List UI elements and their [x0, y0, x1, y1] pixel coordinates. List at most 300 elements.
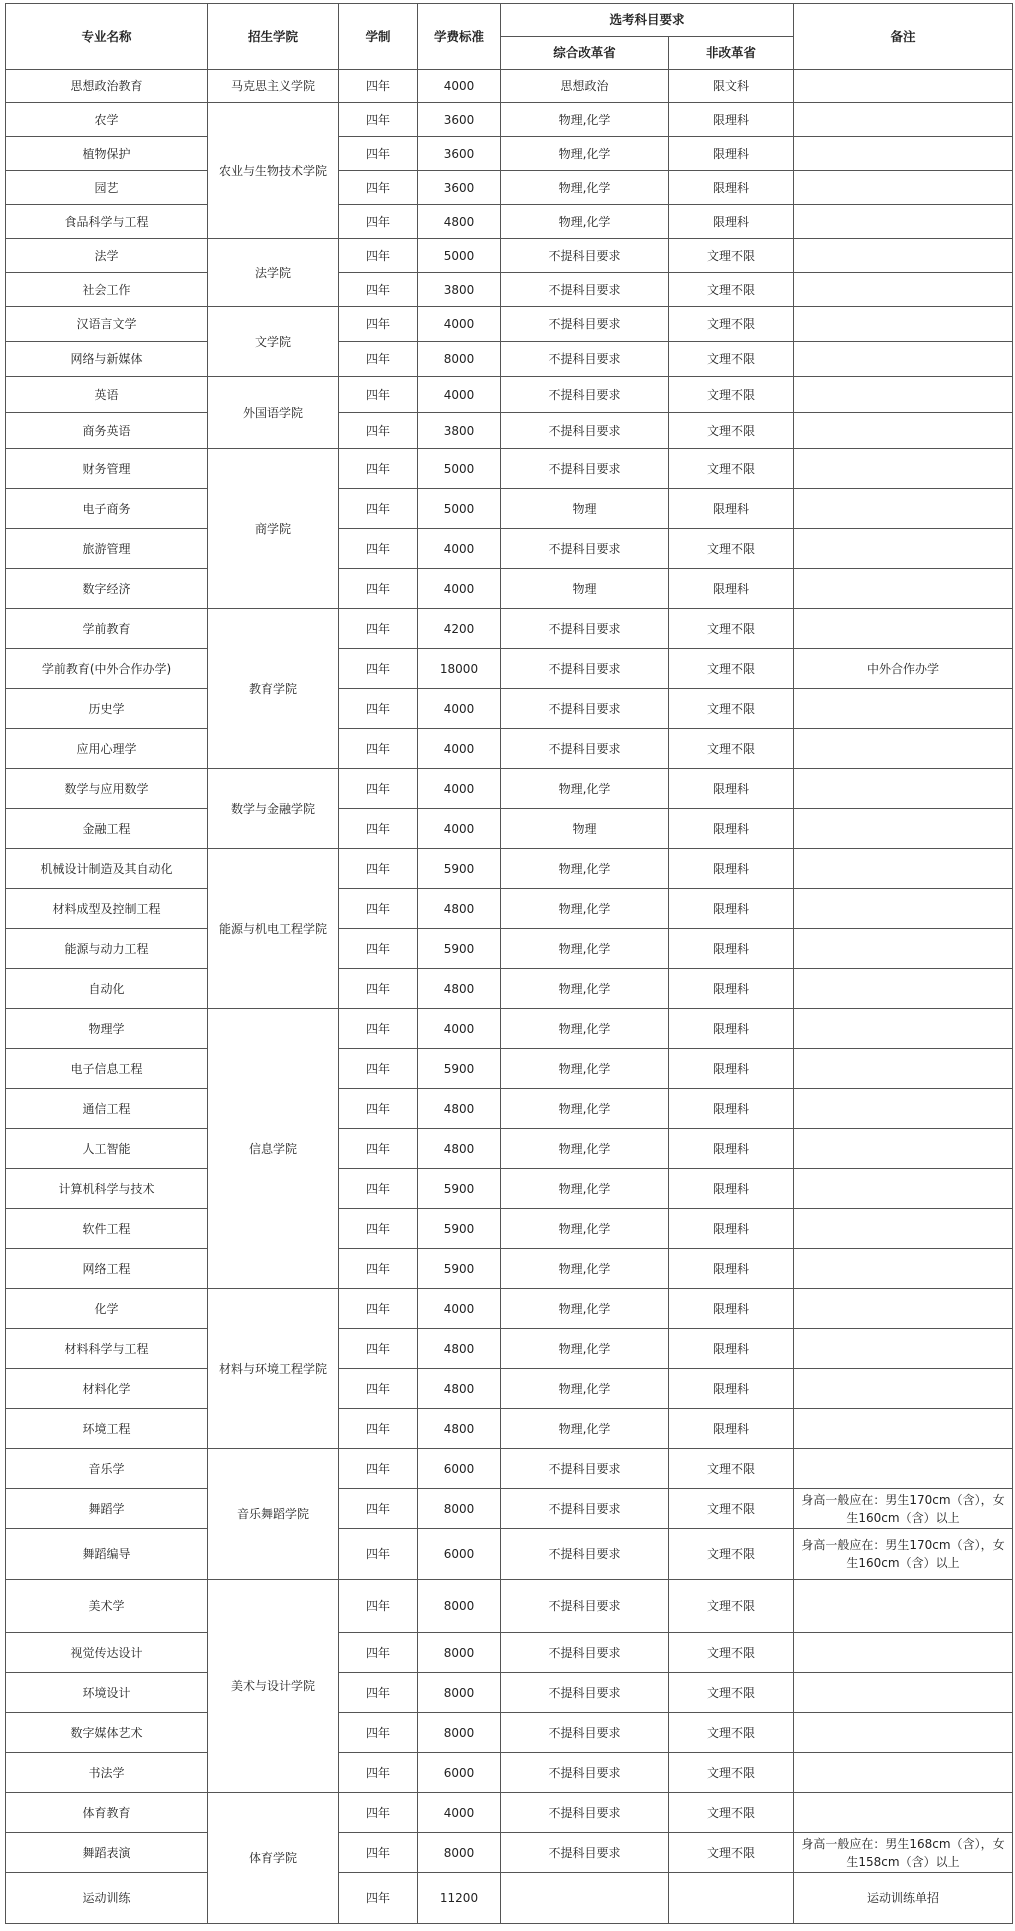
header-fee: 学费标准	[418, 4, 501, 70]
non-reform-requirement-cell: 限理科	[669, 1209, 794, 1249]
non-reform-requirement-cell: 限理科	[669, 809, 794, 849]
header-reform-province: 综合改革省	[501, 37, 669, 70]
table-row	[6, 1833, 1013, 1873]
note-cell	[794, 307, 1013, 342]
fee-cell: 4800	[418, 1129, 501, 1169]
major-cell: 数字媒体艺术	[6, 1713, 208, 1753]
fee-cell: 3600	[418, 103, 501, 137]
reform-requirement-cell: 物理,化学	[501, 1169, 669, 1209]
reform-requirement-cell: 物理	[501, 809, 669, 849]
reform-requirement-cell: 物理,化学	[501, 889, 669, 929]
reform-requirement-cell: 不提科目要求	[501, 1793, 669, 1833]
major-cell: 自动化	[6, 969, 208, 1009]
reform-requirement-cell: 物理,化学	[501, 1409, 669, 1449]
table-row	[6, 1329, 1013, 1369]
duration-cell: 四年	[339, 769, 418, 809]
fee-cell: 8000	[418, 1713, 501, 1753]
major-cell: 植物保护	[6, 137, 208, 171]
major-cell: 书法学	[6, 1753, 208, 1793]
note-cell	[794, 239, 1013, 273]
reform-requirement-cell: 不提科目要求	[501, 1489, 669, 1529]
duration-cell: 四年	[339, 1529, 418, 1580]
non-reform-requirement-cell: 限理科	[669, 1089, 794, 1129]
non-reform-requirement-cell: 文理不限	[669, 377, 794, 413]
table-row	[6, 70, 1013, 103]
reform-requirement-cell: 物理,化学	[501, 849, 669, 889]
note-cell	[794, 1089, 1013, 1129]
non-reform-requirement-cell: 文理不限	[669, 1793, 794, 1833]
major-cell: 材料科学与工程	[6, 1329, 208, 1369]
reform-requirement-cell: 不提科目要求	[501, 729, 669, 769]
reform-requirement-cell: 物理,化学	[501, 1129, 669, 1169]
college-cell: 教育学院	[208, 609, 339, 769]
non-reform-requirement-cell	[669, 1873, 794, 1924]
fee-cell: 4000	[418, 809, 501, 849]
reform-requirement-cell: 不提科目要求	[501, 273, 669, 307]
college-cell: 农业与生物技术学院	[208, 103, 339, 239]
admissions-table	[5, 3, 1013, 1924]
note-cell	[794, 1793, 1013, 1833]
note-cell	[794, 1580, 1013, 1633]
reform-requirement-cell: 不提科目要求	[501, 649, 669, 689]
note-cell	[794, 609, 1013, 649]
table-row	[6, 1289, 1013, 1329]
note-cell	[794, 273, 1013, 307]
reform-requirement-cell: 物理,化学	[501, 1329, 669, 1369]
table-row	[6, 1673, 1013, 1713]
fee-cell: 4000	[418, 689, 501, 729]
note-cell	[794, 205, 1013, 239]
major-cell: 汉语言文学	[6, 307, 208, 342]
duration-cell: 四年	[339, 889, 418, 929]
non-reform-requirement-cell: 限理科	[669, 489, 794, 529]
non-reform-requirement-cell: 文理不限	[669, 1529, 794, 1580]
table-row	[6, 239, 1013, 273]
reform-requirement-cell: 思想政治	[501, 70, 669, 103]
non-reform-requirement-cell: 限理科	[669, 889, 794, 929]
table-row	[6, 273, 1013, 307]
fee-cell: 5900	[418, 929, 501, 969]
table-row	[6, 729, 1013, 769]
fee-cell: 4000	[418, 529, 501, 569]
note-cell	[794, 1129, 1013, 1169]
note-cell	[794, 929, 1013, 969]
non-reform-requirement-cell: 限理科	[669, 1169, 794, 1209]
reform-requirement-cell: 物理,化学	[501, 205, 669, 239]
major-cell: 历史学	[6, 689, 208, 729]
non-reform-requirement-cell: 限理科	[669, 1409, 794, 1449]
duration-cell: 四年	[339, 205, 418, 239]
non-reform-requirement-cell: 限文科	[669, 70, 794, 103]
reform-requirement-cell: 不提科目要求	[501, 342, 669, 377]
major-cell: 体育教育	[6, 1793, 208, 1833]
major-cell: 社会工作	[6, 273, 208, 307]
duration-cell: 四年	[339, 1833, 418, 1873]
note-cell	[794, 70, 1013, 103]
note-cell	[794, 1369, 1013, 1409]
table-row	[6, 1713, 1013, 1753]
duration-cell: 四年	[339, 1249, 418, 1289]
major-cell: 机械设计制造及其自动化	[6, 849, 208, 889]
fee-cell: 4200	[418, 609, 501, 649]
note-cell	[794, 729, 1013, 769]
note-cell	[794, 1249, 1013, 1289]
major-cell: 电子信息工程	[6, 1049, 208, 1089]
non-reform-requirement-cell: 文理不限	[669, 239, 794, 273]
major-cell: 金融工程	[6, 809, 208, 849]
duration-cell: 四年	[339, 809, 418, 849]
note-cell	[794, 413, 1013, 449]
college-cell: 能源与机电工程学院	[208, 849, 339, 1009]
note-cell	[794, 809, 1013, 849]
fee-cell: 8000	[418, 1673, 501, 1713]
fee-cell: 6000	[418, 1753, 501, 1793]
table-header	[6, 4, 1013, 70]
major-cell: 人工智能	[6, 1129, 208, 1169]
duration-cell: 四年	[339, 1169, 418, 1209]
fee-cell: 3800	[418, 413, 501, 449]
note-cell	[794, 689, 1013, 729]
major-cell: 运动训练	[6, 1873, 208, 1924]
duration-cell: 四年	[339, 413, 418, 449]
table-row	[6, 307, 1013, 342]
non-reform-requirement-cell: 限理科	[669, 849, 794, 889]
fee-cell: 4800	[418, 1089, 501, 1129]
note-cell	[794, 889, 1013, 929]
fee-cell: 6000	[418, 1449, 501, 1489]
table-row	[6, 1249, 1013, 1289]
non-reform-requirement-cell: 限理科	[669, 1049, 794, 1089]
duration-cell: 四年	[339, 929, 418, 969]
fee-cell: 8000	[418, 1633, 501, 1673]
reform-requirement-cell: 不提科目要求	[501, 1673, 669, 1713]
table-row	[6, 1529, 1013, 1580]
duration-cell: 四年	[339, 1713, 418, 1753]
non-reform-requirement-cell: 文理不限	[669, 1489, 794, 1529]
table-row	[6, 1580, 1013, 1633]
note-cell	[794, 969, 1013, 1009]
fee-cell: 4000	[418, 1289, 501, 1329]
note-cell	[794, 377, 1013, 413]
note-cell	[794, 137, 1013, 171]
reform-requirement-cell: 不提科目要求	[501, 377, 669, 413]
major-cell: 软件工程	[6, 1209, 208, 1249]
reform-requirement-cell: 物理	[501, 569, 669, 609]
college-cell: 美术与设计学院	[208, 1580, 339, 1793]
duration-cell: 四年	[339, 137, 418, 171]
note-cell	[794, 342, 1013, 377]
reform-requirement-cell: 不提科目要求	[501, 449, 669, 489]
non-reform-requirement-cell: 文理不限	[669, 273, 794, 307]
fee-cell: 5900	[418, 1049, 501, 1089]
table-row	[6, 449, 1013, 489]
header-note: 备注	[794, 4, 1013, 70]
note-cell	[794, 489, 1013, 529]
fee-cell: 4000	[418, 1009, 501, 1049]
non-reform-requirement-cell: 限理科	[669, 929, 794, 969]
fee-cell: 4000	[418, 769, 501, 809]
major-cell: 化学	[6, 1289, 208, 1329]
reform-requirement-cell: 不提科目要求	[501, 609, 669, 649]
table-row	[6, 929, 1013, 969]
note-cell	[794, 103, 1013, 137]
duration-cell: 四年	[339, 1753, 418, 1793]
non-reform-requirement-cell: 文理不限	[669, 1833, 794, 1873]
major-cell: 通信工程	[6, 1089, 208, 1129]
reform-requirement-cell: 不提科目要求	[501, 1529, 669, 1580]
fee-cell: 4000	[418, 1793, 501, 1833]
fee-cell: 4800	[418, 889, 501, 929]
non-reform-requirement-cell: 限理科	[669, 205, 794, 239]
major-cell: 网络与新媒体	[6, 342, 208, 377]
major-cell: 法学	[6, 239, 208, 273]
non-reform-requirement-cell: 限理科	[669, 569, 794, 609]
non-reform-requirement-cell: 文理不限	[669, 1580, 794, 1633]
note-cell	[794, 1209, 1013, 1249]
major-cell: 商务英语	[6, 413, 208, 449]
non-reform-requirement-cell: 文理不限	[669, 342, 794, 377]
table-row	[6, 769, 1013, 809]
duration-cell: 四年	[339, 849, 418, 889]
note-cell: 身高一般应在：男生168cm（含），女生158cm（含）以上	[794, 1833, 1013, 1873]
duration-cell: 四年	[339, 1793, 418, 1833]
table-row	[6, 1753, 1013, 1793]
non-reform-requirement-cell: 限理科	[669, 969, 794, 1009]
major-cell: 音乐学	[6, 1449, 208, 1489]
reform-requirement-cell: 物理,化学	[501, 769, 669, 809]
reform-requirement-cell: 不提科目要求	[501, 689, 669, 729]
reform-requirement-cell: 不提科目要求	[501, 1580, 669, 1633]
college-cell: 体育学院	[208, 1793, 339, 1924]
note-cell	[794, 1049, 1013, 1089]
duration-cell: 四年	[339, 1449, 418, 1489]
major-cell: 英语	[6, 377, 208, 413]
major-cell: 环境设计	[6, 1673, 208, 1713]
non-reform-requirement-cell: 文理不限	[669, 689, 794, 729]
note-cell: 运动训练单招	[794, 1873, 1013, 1924]
duration-cell: 四年	[339, 307, 418, 342]
table-row	[6, 1449, 1013, 1489]
table-row	[6, 689, 1013, 729]
duration-cell: 四年	[339, 1580, 418, 1633]
duration-cell: 四年	[339, 489, 418, 529]
table-row	[6, 205, 1013, 239]
note-cell	[794, 1673, 1013, 1713]
duration-cell: 四年	[339, 1673, 418, 1713]
fee-cell: 4800	[418, 1369, 501, 1409]
duration-cell: 四年	[339, 1329, 418, 1369]
fee-cell: 8000	[418, 1580, 501, 1633]
non-reform-requirement-cell: 文理不限	[669, 413, 794, 449]
college-cell: 音乐舞蹈学院	[208, 1449, 339, 1580]
major-cell: 应用心理学	[6, 729, 208, 769]
reform-requirement-cell: 不提科目要求	[501, 307, 669, 342]
fee-cell: 11200	[418, 1873, 501, 1924]
fee-cell: 4000	[418, 307, 501, 342]
non-reform-requirement-cell: 文理不限	[669, 609, 794, 649]
college-cell: 外国语学院	[208, 377, 339, 449]
table-row	[6, 889, 1013, 929]
reform-requirement-cell: 不提科目要求	[501, 1753, 669, 1793]
table-row	[6, 969, 1013, 1009]
major-cell: 物理学	[6, 1009, 208, 1049]
note-cell	[794, 529, 1013, 569]
table-row	[6, 489, 1013, 529]
note-cell: 身高一般应在：男生170cm（含），女生160cm（含）以上	[794, 1489, 1013, 1529]
major-cell: 计算机科学与技术	[6, 1169, 208, 1209]
non-reform-requirement-cell: 限理科	[669, 1329, 794, 1369]
major-cell: 能源与动力工程	[6, 929, 208, 969]
fee-cell: 5900	[418, 1209, 501, 1249]
major-cell: 学前教育(中外合作办学)	[6, 649, 208, 689]
major-cell: 材料化学	[6, 1369, 208, 1409]
non-reform-requirement-cell: 文理不限	[669, 529, 794, 569]
reform-requirement-cell	[501, 1873, 669, 1924]
college-cell: 数学与金融学院	[208, 769, 339, 849]
duration-cell: 四年	[339, 1873, 418, 1924]
major-cell: 财务管理	[6, 449, 208, 489]
duration-cell: 四年	[339, 729, 418, 769]
table-row	[6, 609, 1013, 649]
duration-cell: 四年	[339, 273, 418, 307]
note-cell	[794, 1409, 1013, 1449]
table-row	[6, 1409, 1013, 1449]
fee-cell: 8000	[418, 1833, 501, 1873]
reform-requirement-cell: 不提科目要求	[501, 1633, 669, 1673]
major-cell: 农学	[6, 103, 208, 137]
non-reform-requirement-cell: 限理科	[669, 171, 794, 205]
fee-cell: 8000	[418, 342, 501, 377]
table-row	[6, 649, 1013, 689]
note-cell	[794, 1169, 1013, 1209]
table-row	[6, 171, 1013, 205]
header-major: 专业名称	[6, 4, 208, 70]
major-cell: 电子商务	[6, 489, 208, 529]
note-cell	[794, 769, 1013, 809]
non-reform-requirement-cell: 文理不限	[669, 1713, 794, 1753]
non-reform-requirement-cell: 限理科	[669, 769, 794, 809]
duration-cell: 四年	[339, 1089, 418, 1129]
note-cell	[794, 1633, 1013, 1673]
major-cell: 视觉传达设计	[6, 1633, 208, 1673]
duration-cell: 四年	[339, 1009, 418, 1049]
fee-cell: 5000	[418, 449, 501, 489]
reform-requirement-cell: 物理,化学	[501, 1369, 669, 1409]
major-cell: 舞蹈学	[6, 1489, 208, 1529]
college-cell: 法学院	[208, 239, 339, 307]
duration-cell: 四年	[339, 342, 418, 377]
non-reform-requirement-cell: 文理不限	[669, 1673, 794, 1713]
non-reform-requirement-cell: 文理不限	[669, 1449, 794, 1489]
note-cell	[794, 849, 1013, 889]
reform-requirement-cell: 不提科目要求	[501, 1713, 669, 1753]
fee-cell: 4800	[418, 1409, 501, 1449]
table-row	[6, 342, 1013, 377]
non-reform-requirement-cell: 文理不限	[669, 649, 794, 689]
fee-cell: 5900	[418, 849, 501, 889]
table-row	[6, 1169, 1013, 1209]
duration-cell: 四年	[339, 377, 418, 413]
reform-requirement-cell: 不提科目要求	[501, 529, 669, 569]
non-reform-requirement-cell: 文理不限	[669, 1753, 794, 1793]
table-row	[6, 529, 1013, 569]
major-cell: 思想政治教育	[6, 70, 208, 103]
duration-cell: 四年	[339, 449, 418, 489]
header-non-reform-province: 非改革省	[669, 37, 794, 70]
duration-cell: 四年	[339, 1049, 418, 1089]
reform-requirement-cell: 不提科目要求	[501, 413, 669, 449]
duration-cell: 四年	[339, 969, 418, 1009]
reform-requirement-cell: 不提科目要求	[501, 1449, 669, 1489]
major-cell: 园艺	[6, 171, 208, 205]
fee-cell: 5900	[418, 1249, 501, 1289]
fee-cell: 4000	[418, 569, 501, 609]
table-row	[6, 1129, 1013, 1169]
duration-cell: 四年	[339, 1129, 418, 1169]
reform-requirement-cell: 物理,化学	[501, 1049, 669, 1089]
non-reform-requirement-cell: 文理不限	[669, 449, 794, 489]
fee-cell: 4800	[418, 205, 501, 239]
duration-cell: 四年	[339, 70, 418, 103]
table-row	[6, 103, 1013, 137]
header-subject-requirement: 选考科目要求	[501, 4, 794, 37]
non-reform-requirement-cell: 限理科	[669, 1369, 794, 1409]
non-reform-requirement-cell: 文理不限	[669, 729, 794, 769]
non-reform-requirement-cell: 限理科	[669, 1129, 794, 1169]
major-cell: 食品科学与工程	[6, 205, 208, 239]
table-body	[6, 70, 1013, 1924]
note-cell	[794, 1713, 1013, 1753]
college-cell: 信息学院	[208, 1009, 339, 1289]
table-row	[6, 1089, 1013, 1129]
duration-cell: 四年	[339, 103, 418, 137]
fee-cell: 4000	[418, 729, 501, 769]
duration-cell: 四年	[339, 649, 418, 689]
table-row	[6, 413, 1013, 449]
fee-cell: 4800	[418, 1329, 501, 1369]
reform-requirement-cell: 物理,化学	[501, 171, 669, 205]
fee-cell: 5900	[418, 1169, 501, 1209]
duration-cell: 四年	[339, 239, 418, 273]
reform-requirement-cell: 不提科目要求	[501, 239, 669, 273]
major-cell: 舞蹈编导	[6, 1529, 208, 1580]
table-row	[6, 1793, 1013, 1833]
table-row	[6, 137, 1013, 171]
major-cell: 数字经济	[6, 569, 208, 609]
reform-requirement-cell: 物理,化学	[501, 969, 669, 1009]
non-reform-requirement-cell: 限理科	[669, 137, 794, 171]
reform-requirement-cell: 物理	[501, 489, 669, 529]
fee-cell: 3600	[418, 137, 501, 171]
major-cell: 数学与应用数学	[6, 769, 208, 809]
note-cell	[794, 569, 1013, 609]
table-row	[6, 569, 1013, 609]
duration-cell: 四年	[339, 1409, 418, 1449]
reform-requirement-cell: 物理,化学	[501, 1209, 669, 1249]
note-cell	[794, 1009, 1013, 1049]
non-reform-requirement-cell: 限理科	[669, 1249, 794, 1289]
reform-requirement-cell: 不提科目要求	[501, 1833, 669, 1873]
fee-cell: 18000	[418, 649, 501, 689]
reform-requirement-cell: 物理,化学	[501, 1009, 669, 1049]
duration-cell: 四年	[339, 689, 418, 729]
non-reform-requirement-cell: 限理科	[669, 1009, 794, 1049]
college-cell: 材料与环境工程学院	[208, 1289, 339, 1449]
reform-requirement-cell: 物理,化学	[501, 103, 669, 137]
duration-cell: 四年	[339, 1489, 418, 1529]
college-cell: 文学院	[208, 307, 339, 377]
fee-cell: 3600	[418, 171, 501, 205]
